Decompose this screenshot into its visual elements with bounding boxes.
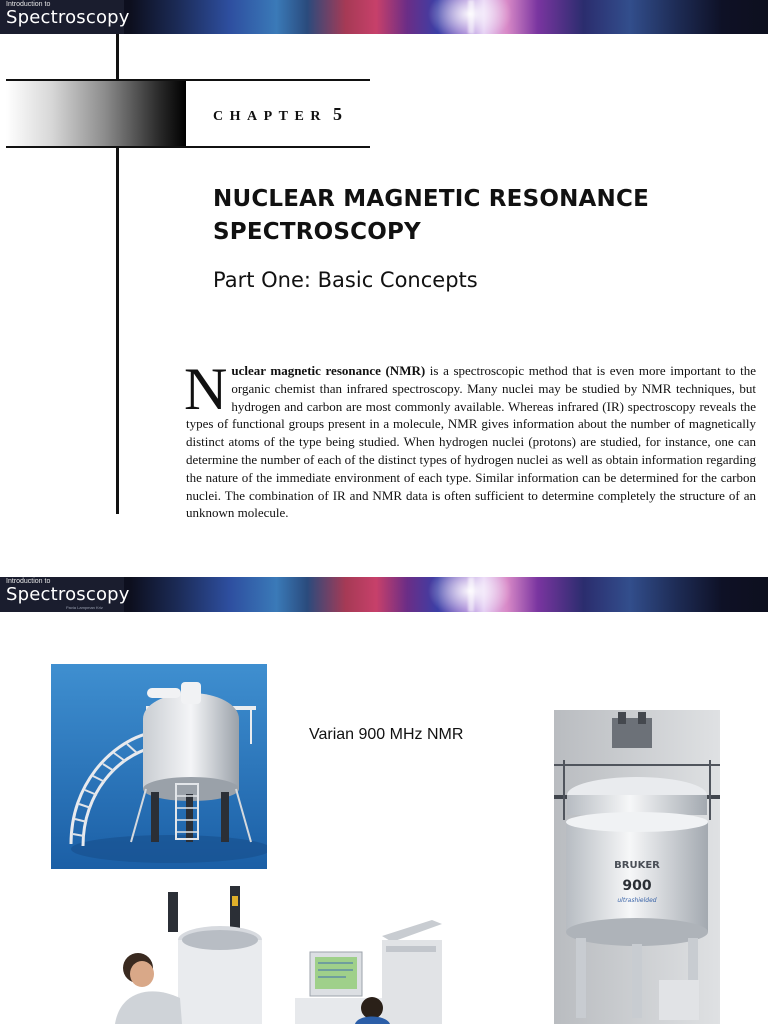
logo-small-text: Introduction to — [6, 1, 51, 8]
chapter-label: CHAPTER — [213, 109, 327, 124]
paragraph-text: is a spectroscopic method that is even more important to the organic chemist than infrared spectroscopy. Many nuclei may be studied by NMR techniques, but hydrogen and carbon are most commonly available. Whereas infrared (IR) spectroscopy reveals the types of functional groups present in a molecule, NMR gives information about the number of magnetically distinct atoms of the type being studied. When hydrogen nuclei (protons) are studied, for instance, one can determine the number of each of the distinct types of hydrogen nuclei as well as obtain information regarding the nature of the immediate environment of each type. Similar information can be determined for the carbon nuclei. The combination of IR and NMR data is often sufficient to determine completely the structure of an unknown molecule. — [186, 363, 756, 521]
photo-caption: Varian 900 MHz NMR — [309, 726, 464, 743]
top-banner — [0, 0, 768, 34]
logo-small-text: Introduction to — [6, 578, 51, 585]
bruker-900-photo — [554, 710, 720, 1024]
logo-title: Spectroscopy — [6, 584, 130, 605]
light-streak — [468, 0, 474, 34]
chapter-number: 5 — [332, 104, 342, 124]
chapter-gradient-block — [6, 81, 186, 146]
chapter-heading — [213, 104, 342, 125]
logo-authors: Pavia Lampman Kriz — [66, 605, 103, 610]
bruker-brand: BRUKER — [614, 860, 660, 871]
second-banner — [0, 577, 768, 612]
spectroscopy-logo — [0, 0, 130, 34]
spectroscopy-logo-2 — [0, 577, 130, 612]
chapter-bottom-rule — [6, 146, 370, 148]
varian-nmr-photo — [51, 664, 267, 869]
chapter-title: NUCLEAR MAGNETIC RESONANCE SPECTROSCOPY — [213, 186, 649, 245]
drop-cap: N — [184, 356, 228, 422]
term-nmr: uclear magnetic resonance (NMR) — [231, 363, 426, 378]
chapter-subtitle: Part One: Basic Concepts — [213, 268, 478, 292]
bruker-model: 900 — [622, 878, 652, 894]
logo-title: Spectroscopy — [6, 7, 130, 28]
intro-paragraph — [184, 356, 756, 522]
bruker-tag: ultrashielded — [617, 897, 657, 904]
operator-console-photo — [110, 880, 510, 1024]
light-streak — [468, 577, 474, 612]
